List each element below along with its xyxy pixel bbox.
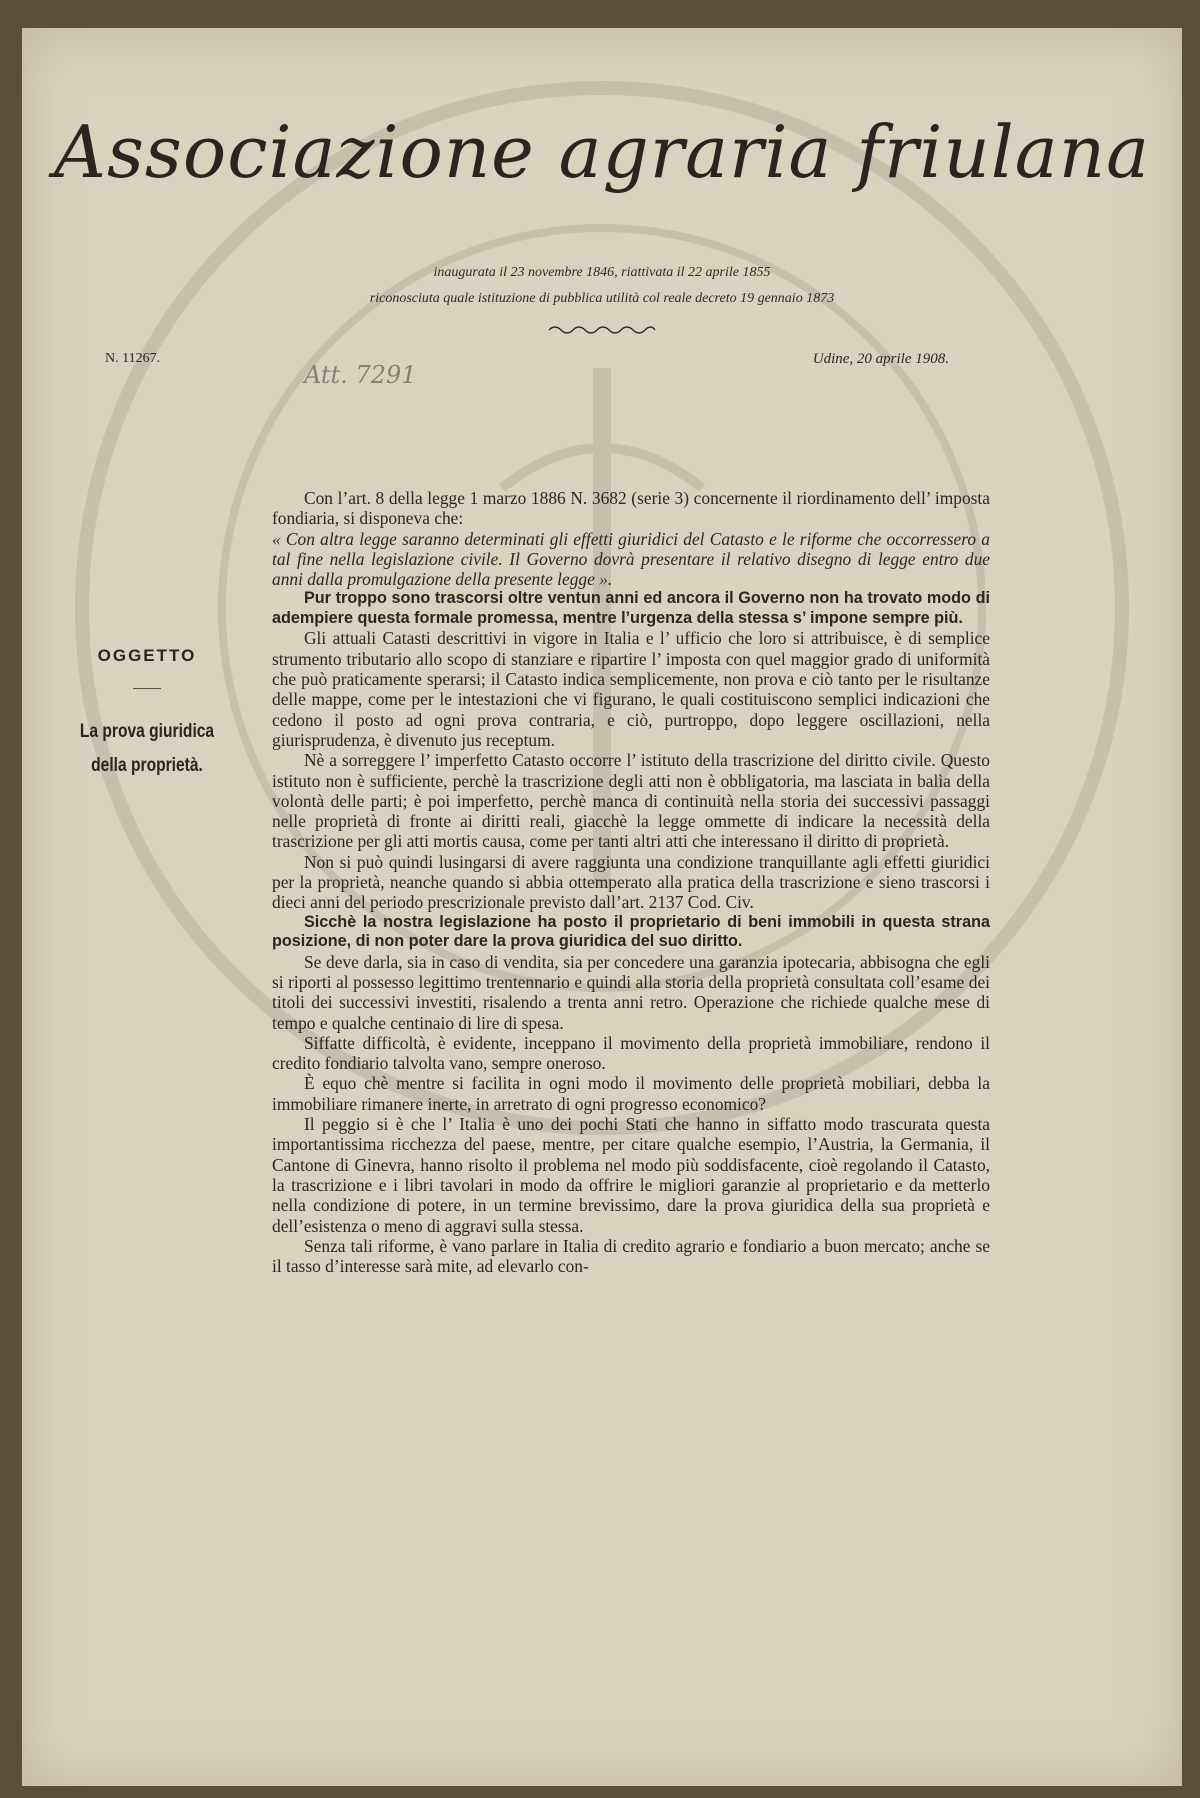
document-sheet [22, 28, 1182, 1786]
law-quote: « Con altra legge saranno determinati gli effetti giuridici del Catasto e le riforme che occorressero a tal fine nella legislazione civile. Il Governo dovrà presentare il relativo disegno di legge entro due anni dalla promulgazione della presente legge ». [272, 528, 990, 590]
emphasis-paragraph: Pur troppo sono trascorsi oltre ventun anni ed ancora il Governo non ha trovato modo di adempiere questa formale promessa, mentre l’urgenza della stessa s’ impone sempre più. [272, 589, 990, 627]
body-paragraph: Se deve darla, sia in caso di vendita, sia per concedere una garanzia ipotecaria, abbisogna che egli si riporti al possesso legittimo trentennario e quindi alla storia della proprietà consultata coll’esame dei titoli dei successivi investiti, risalendo a trenta anni retro. Operazione che richiede qualche mese di tempo e qualche centinaio di lire di spesa. [272, 951, 990, 1033]
body-paragraph: Gli attuali Catasti descrittivi in vigore in Italia e l’ ufficio che loro si attribuisce, è di semplice strumento tributario allo scopo di stanziare e ripartire l’ imposta con quel maggior grado di uniformità che può praticamente sperarsi; il Catasto indica semplicemente, non prova e ciò tanto per le risultanze delle mappe, come per le intestazioni che vi figurano, le quali costituiscono semplici indicazioni che cedono il posto ad ogni prova contraria, e ciò, purtroppo, dopo leggere oscillazioni, nella giurisprudenza, è divenuto jus receptum. [272, 628, 990, 750]
body-paragraph: Senza tali riforme, è vano parlare in Italia di credito agrario e fondiario a buon mercato; anche se il tasso d’interesse sarà mite, ad elevarlo con- [272, 1235, 990, 1277]
body-paragraph: Il peggio si è che l’ Italia è uno dei pochi Stati che hanno in siffatto modo trascurata questa importantissima ricchezza del paese, mentre, per citare qualche esempio, l’Austria, la Germania, il Cantone di Ginevra, hanno risolto il problema nel modo più soddisfacente, cioè regolando il Catasto, la trascrizione e i libri tavolari in modo da offrire le migliori garanzie al proprietario e da metterlo nella condizione di potere, in un termine brevissimo, dare la prova giuridica della sua proprietà e dell’esistenza o meno di aggravi sulla stessa. [272, 1114, 990, 1236]
subject-heading: OGGETTO [97, 646, 197, 665]
masthead-title: Associazione agraria friulana [53, 110, 1151, 194]
subject-sidebar [52, 646, 242, 783]
body-paragraph: Non si può quindi lusingarsi di avere raggiunta una condizione tranquillante agli effetti giuridici per la proprietà, neanche quando si abbia ottemperato alla pratica della trascrizione e sieno trascorsi i dieci anni del periodo prescrizionale previsto dall’art. 2137 Cod. Civ. [272, 851, 990, 913]
recognition-subline: riconosciuta quale istituzione di pubblica utilità col reale decreto 19 gennaio 1873 [369, 291, 835, 306]
body-paragraph: È equo chè mentre si facilita in ogni modo il movimento delle proprietà mobiliari, debba la immobiliare rimanere inerte, in arretrato di ogni progresso economico? [272, 1073, 990, 1114]
protocol-number: N. 11267. [105, 351, 161, 366]
founding-subline: inaugurata il 23 novembre 1846, riattivata il 22 aprile 1855 [433, 265, 771, 280]
emphasis-paragraph: Sicchè la nostra legislazione ha posto il proprietario di beni immobili in questa strana posizione, di non poter dare la prova giuridica del suo diritto. [272, 912, 990, 951]
wavy-rule-ornament [547, 323, 657, 337]
body-paragraph: Nè a sorreggere l’ imperfetto Catasto occorre l’ istituto della trascrizione del diritto civile. Questo istituto non è sufficiente, perchè la trascrizione degli atti non è obbligatoria, ma lasciata in balìa della volontà delle parti; è poi imperfetto, perchè manca di continuità nella storia dei successivi passaggi nelle proprietà di fronte ai diritti reali, giacchè la legge ommette di indicare la necessità della trascrizione per gli atti mortis causa, come per tanti altri atti che interessano il diritto di proprietà. [272, 750, 990, 852]
body-paragraph: Siffatte difficoltà, è evidente, inceppano il movimento della proprietà immobiliare, rendono il credito fondiario talvolta vano, sempre oneroso. [272, 1032, 990, 1074]
handwritten-archive-note: Att. 7291 [304, 361, 417, 389]
body-paragraph: Con l’art. 8 della legge 1 marzo 1886 N. 3682 (serie 3) concernente il riordinamento dell’ imposta fondiaria, si disponeva che: [272, 488, 990, 529]
letter-body [272, 488, 990, 1276]
place-date: Udine, 20 aprile 1908. [812, 351, 949, 367]
subject-title [69, 715, 225, 783]
subject-line: della proprietà. [91, 755, 203, 776]
sidebar-divider [133, 688, 161, 689]
subject-line: La prova giuridica [79, 721, 215, 742]
